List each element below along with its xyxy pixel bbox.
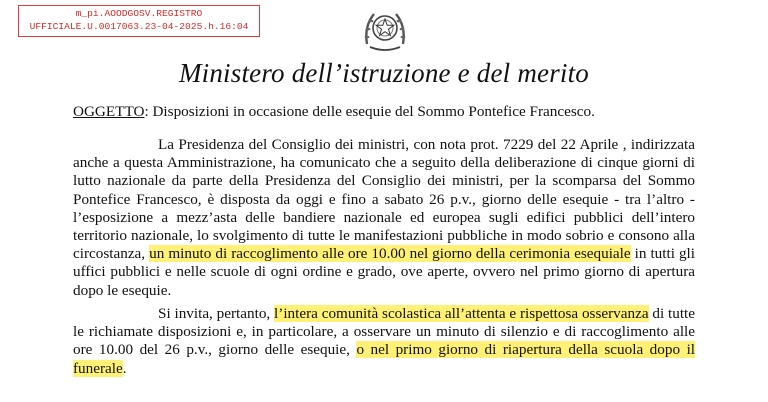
ministry-title: Ministero dell’istruzione e del merito	[178, 58, 590, 88]
body-paragraph-2	[73, 305, 695, 378]
subject-text: Disposizioni in occasione delle esequie del Sommo Pontefice Francesco.	[148, 103, 595, 120]
paragraph-1-text-after: in tutti gli uffici pubblici e nelle scuole di ogni ordine e grado, ove aperte, ovvero nel primo giorno di apertura dopo le esequie.	[73, 245, 695, 299]
protocol-stamp	[18, 5, 260, 37]
body-paragraph-1	[73, 136, 695, 300]
paragraph-1-text-before: La Presidenza del Consiglio dei ministri, con nota prot. 7229 del 22 Aprile , indirizzata anche a questa Amministrazione, ha comunicato che a seguito della deliberazione di cinque giorni di lutto nazionale da parte della Presidenza del Consiglio dei ministri, per la scomparsa del Sommo Pontefice Francesco, è disposta da oggi e fino a sabato 26 p.v., giorno delle esequie - tra l’altro - l’esposizione a mezz’asta delle bandiere nazionale ed europea sugli edifici pubblici dell’intero territorio nazionale, lo svolgimento di tutte le manifestazioni pubbliche in modo sobrio e consono alla circostanza,	[73, 136, 695, 263]
highlight-reopening-day: o nel primo giorno di riapertura della scuola dopo il funerale	[73, 341, 696, 377]
paragraph-2-text-after: .	[122, 359, 127, 377]
highlight-school-community: l’intera comunità scolastica all’attenta e rispettosa osservanza	[274, 305, 649, 322]
protocol-stamp-line1: m_pi.AOODGOSV.REGISTRO	[75, 8, 203, 19]
subject-separator: :	[144, 103, 149, 120]
highlight-minute-of-silence: un minuto di raccoglimento alle ore 10.00 nel giorno della cerimonia esequiale	[149, 245, 631, 263]
subject-label: OGGETTO	[73, 103, 145, 120]
paragraph-2-text-before: Si invita, pertanto,	[158, 305, 275, 322]
italian-republic-emblem-icon	[362, 4, 408, 54]
paragraph-2-text-middle: di tutte le richiamate disposizioni e, in particolare, a osservare un minuto di silenzio e di raccoglimento alle ore 10.00 del 26 p.v., giorno delle esequie,	[73, 305, 696, 359]
protocol-stamp-line2: UFFICIALE.U.0017063.23-04-2025.h.16:04	[29, 20, 249, 32]
subject-line	[73, 103, 595, 121]
